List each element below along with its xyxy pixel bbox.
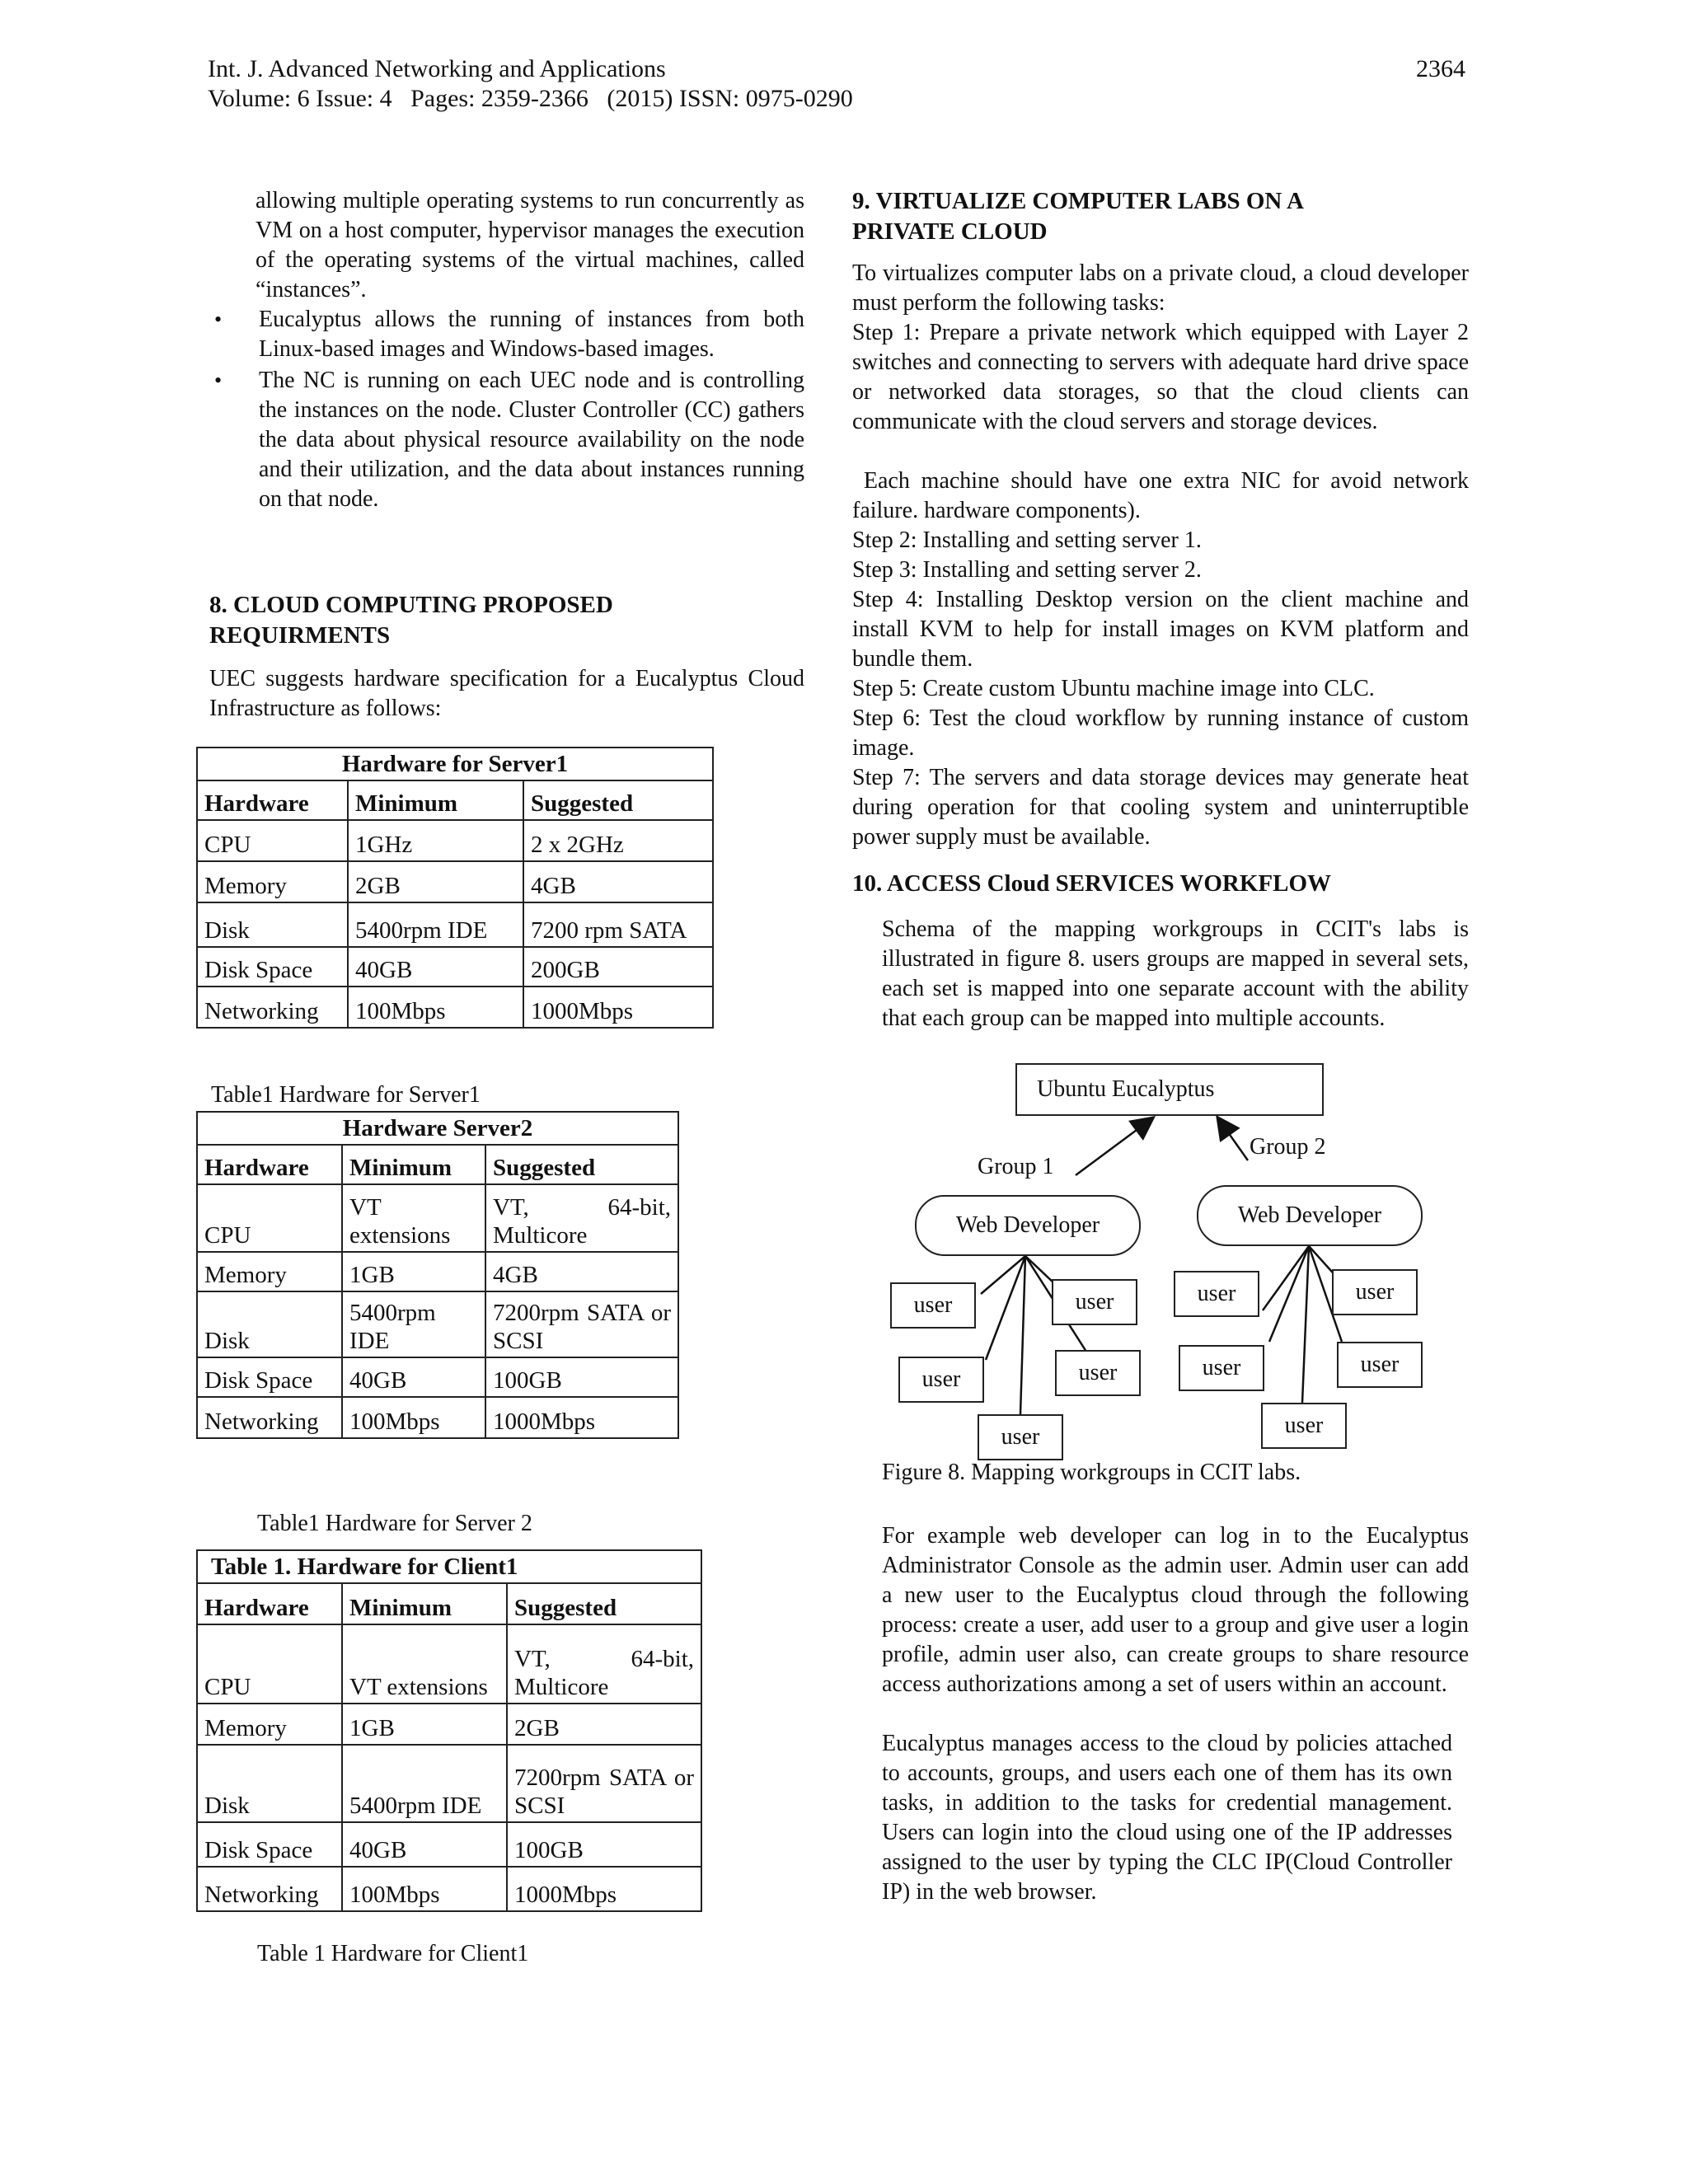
table-cell: 2GB (348, 861, 523, 902)
section8-text: UEC suggests hardware specification for a Eucalyptus Cloud Infrastructure as follows: (209, 666, 804, 721)
table-cell: 100GB (507, 1822, 701, 1867)
user-box: user (978, 1414, 1063, 1460)
table-cell: 1000Mbps (485, 1397, 678, 1438)
table2-caption: Table1 Hardware for Server 2 (257, 1511, 532, 1536)
table-cell: VT, 64-bit, Multicore (507, 1624, 701, 1704)
table-header: Minimum (348, 780, 523, 820)
group2-arrow (1218, 1118, 1248, 1160)
table-header: Hardware (197, 1145, 342, 1184)
table-cell: CPU (197, 820, 348, 861)
table-cell: 2 x 2GHz (523, 820, 713, 861)
table-cell: 5400rpm IDE (342, 1745, 507, 1822)
table-cell: 1GHz (348, 820, 523, 861)
section9-title-line1: 9. VIRTUALIZE COMPUTER LABS ON A (852, 188, 1304, 214)
table-cell: 7200rpm SATA or SCSI (507, 1745, 701, 1822)
user-box: user (898, 1357, 984, 1403)
list-item: • The NC is running on each UEC node and is controlling the instances on the node. Cluster Controller (CC) gathers the data about physical resource availability on the node and their utilization, and the data about instances running on that node. (214, 368, 804, 512)
group1-label: Group 1 (978, 1154, 1054, 1179)
table-header: Hardware (197, 1583, 342, 1624)
table-cell: Disk Space (197, 1357, 342, 1397)
table-cell: 2GB (507, 1704, 701, 1745)
table-cell: Disk (197, 1745, 342, 1822)
step-6: Step 6: Test the cloud workflow by running instance of custom image. (852, 705, 1469, 761)
table-cell: Networking (197, 1867, 342, 1911)
bullet-icon: • (214, 307, 223, 331)
group1-web-developer: Web Developer (915, 1195, 1141, 1256)
table-cell: Disk Space (197, 947, 348, 987)
table-header: Suggested (523, 780, 713, 820)
user-box: user (1055, 1350, 1141, 1396)
section9-title-line2: PRIVATE CLOUD (852, 218, 1048, 245)
table-cell: VT extensions (342, 1184, 485, 1252)
table-title: Table 1. Hardware for Client1 (197, 1550, 701, 1583)
table-cell: 7200rpm SATA or SCSI (485, 1291, 678, 1357)
table-cell: 1GB (342, 1704, 507, 1745)
figure-caption: Figure 8. Mapping workgroups in CCIT labs. (882, 1460, 1301, 1485)
table-cell: 5400rpm IDE (348, 902, 523, 947)
bullet-icon: • (214, 368, 223, 392)
table-header: Minimum (342, 1583, 507, 1624)
group2-links (1263, 1246, 1342, 1403)
table-cell: Memory (197, 1252, 342, 1291)
nic-note: Each machine should have one extra NIC for avoid network failure. hardware components). (852, 468, 1475, 523)
table-header: Suggested (507, 1583, 701, 1624)
journal-title: Int. J. Advanced Networking and Applications (208, 55, 666, 82)
table-cell: Networking (197, 1397, 342, 1438)
section8-title-line1: 8. CLOUD COMPUTING PROPOSED (209, 592, 613, 618)
table-cell: Memory (197, 861, 348, 902)
table-cell: 200GB (523, 947, 713, 987)
ubuntu-eucalyptus-box: Ubuntu Eucalyptus (1015, 1063, 1324, 1116)
section10-title: 10. ACCESS Cloud SERVICES WORKFLOW (852, 870, 1332, 897)
user-box: user (1052, 1279, 1137, 1325)
table-header: Minimum (342, 1145, 485, 1184)
table-cell: 100GB (485, 1357, 678, 1397)
table-cell: Disk (197, 902, 348, 947)
table-cell: Memory (197, 1704, 342, 1745)
user-box: user (1261, 1403, 1347, 1449)
table-cell: 4GB (485, 1252, 678, 1291)
table-cell: CPU (197, 1184, 342, 1252)
user-box: user (1179, 1345, 1264, 1391)
table-cell: VT extensions (342, 1624, 507, 1704)
section8-title-line2: REQUIRMENTS (209, 622, 391, 649)
table-cell: VT, 64-bit, Multicore (485, 1184, 678, 1252)
table-cell: 7200 rpm SATA (523, 902, 713, 947)
step-4: Step 4: Installing Desktop version on the client machine and install KVM to help for install images on KVM platform and bundle them. (852, 587, 1469, 672)
table-title: Hardware for Server1 (197, 748, 713, 780)
group2-label: Group 2 (1250, 1134, 1326, 1160)
table-cell: CPU (197, 1624, 342, 1704)
list-item: • Eucalyptus allows the running of instances from both Linux-based images and Windows-based images. (214, 307, 804, 362)
table-cell: 4GB (523, 861, 713, 902)
table-cell: 1000Mbps (523, 987, 713, 1028)
user-box: user (890, 1282, 976, 1329)
intro-paragraph: allowing multiple operating systems to run concurrently as VM on a host computer, hypervisor manages the execution of the operating systems of the virtual machines, called “instances”. (256, 188, 804, 302)
table-cell: 40GB (348, 947, 523, 987)
table-cell: 1000Mbps (507, 1867, 701, 1911)
table-cell: 100Mbps (342, 1397, 485, 1438)
table-header: Suggested (485, 1145, 678, 1184)
section10-text: Schema of the mapping workgroups in CCIT's labs is illustrated in figure 8. users groups are mapped in several sets, each set is mapped into one separate account with the ability that each group can be mapped into multiple accounts. (882, 916, 1469, 1031)
group2-web-developer: Web Developer (1197, 1185, 1423, 1246)
example-paragraph-1: For example web developer can log in to the Eucalyptus Administrator Console as the admin user. Admin user can add a new user to the Eucalyptus cloud through the following process: create a user, add user to a group and give user a login profile, admin user also, can create groups to share resource access authorizations among a set of users within an account. (882, 1523, 1469, 1697)
table-title: Hardware Server2 (197, 1112, 678, 1145)
user-box: user (1332, 1269, 1418, 1315)
step-5: Step 5: Create custom Ubuntu machine image into CLC. (852, 676, 1375, 701)
journal-volume: Volume: 6 Issue: 4 Pages: 2359-2366 (2015) ISSN: 0975-0290 (208, 85, 853, 112)
table-cell: 5400rpm IDE (342, 1291, 485, 1357)
table-cell: Disk (197, 1291, 342, 1357)
table-cell: Networking (197, 987, 348, 1028)
user-box: user (1174, 1271, 1259, 1317)
section9-text: To virtualizes computer labs on a private cloud, a cloud developer must perform the following tasks: (852, 260, 1469, 316)
table-cell: 100Mbps (348, 987, 523, 1028)
page-number: 2364 (1416, 55, 1465, 82)
table-cell: 40GB (342, 1822, 507, 1867)
table-cell: 100Mbps (342, 1867, 507, 1911)
table-header: Hardware (197, 780, 348, 820)
user-box: user (1337, 1342, 1423, 1388)
table-cell: 40GB (342, 1357, 485, 1397)
step-2: Step 2: Installing and setting server 1. (852, 527, 1202, 553)
table-cell: 1GB (342, 1252, 485, 1291)
example-paragraph-2: Eucalyptus manages access to the cloud by policies attached to accounts, groups, and users each one of them has its own tasks, in addition to the tasks for credential management. Users can login into the cloud using one of the IP addresses assigned to the user by typing the CLC IP(Cloud Controller IP) in the web browser. (882, 1731, 1452, 1905)
group1-arrow (1076, 1118, 1152, 1175)
table3-caption: Table 1 Hardware for Client1 (257, 1941, 529, 1966)
step-1: Step 1: Prepare a private network which equipped with Layer 2 switches and connecting to servers with adequate hard drive space or networked data storages, so that the cloud clients can communicate with the cloud servers and storage devices. (852, 320, 1469, 434)
step-7: Step 7: The servers and data storage devices may generate heat during operation for that cooling system and uninterruptible power supply must be available. (852, 765, 1469, 850)
step-3: Step 3: Installing and setting server 2. (852, 557, 1202, 583)
table-cell: Disk Space (197, 1822, 342, 1867)
table1-caption: Table1 Hardware for Server1 (211, 1082, 481, 1108)
